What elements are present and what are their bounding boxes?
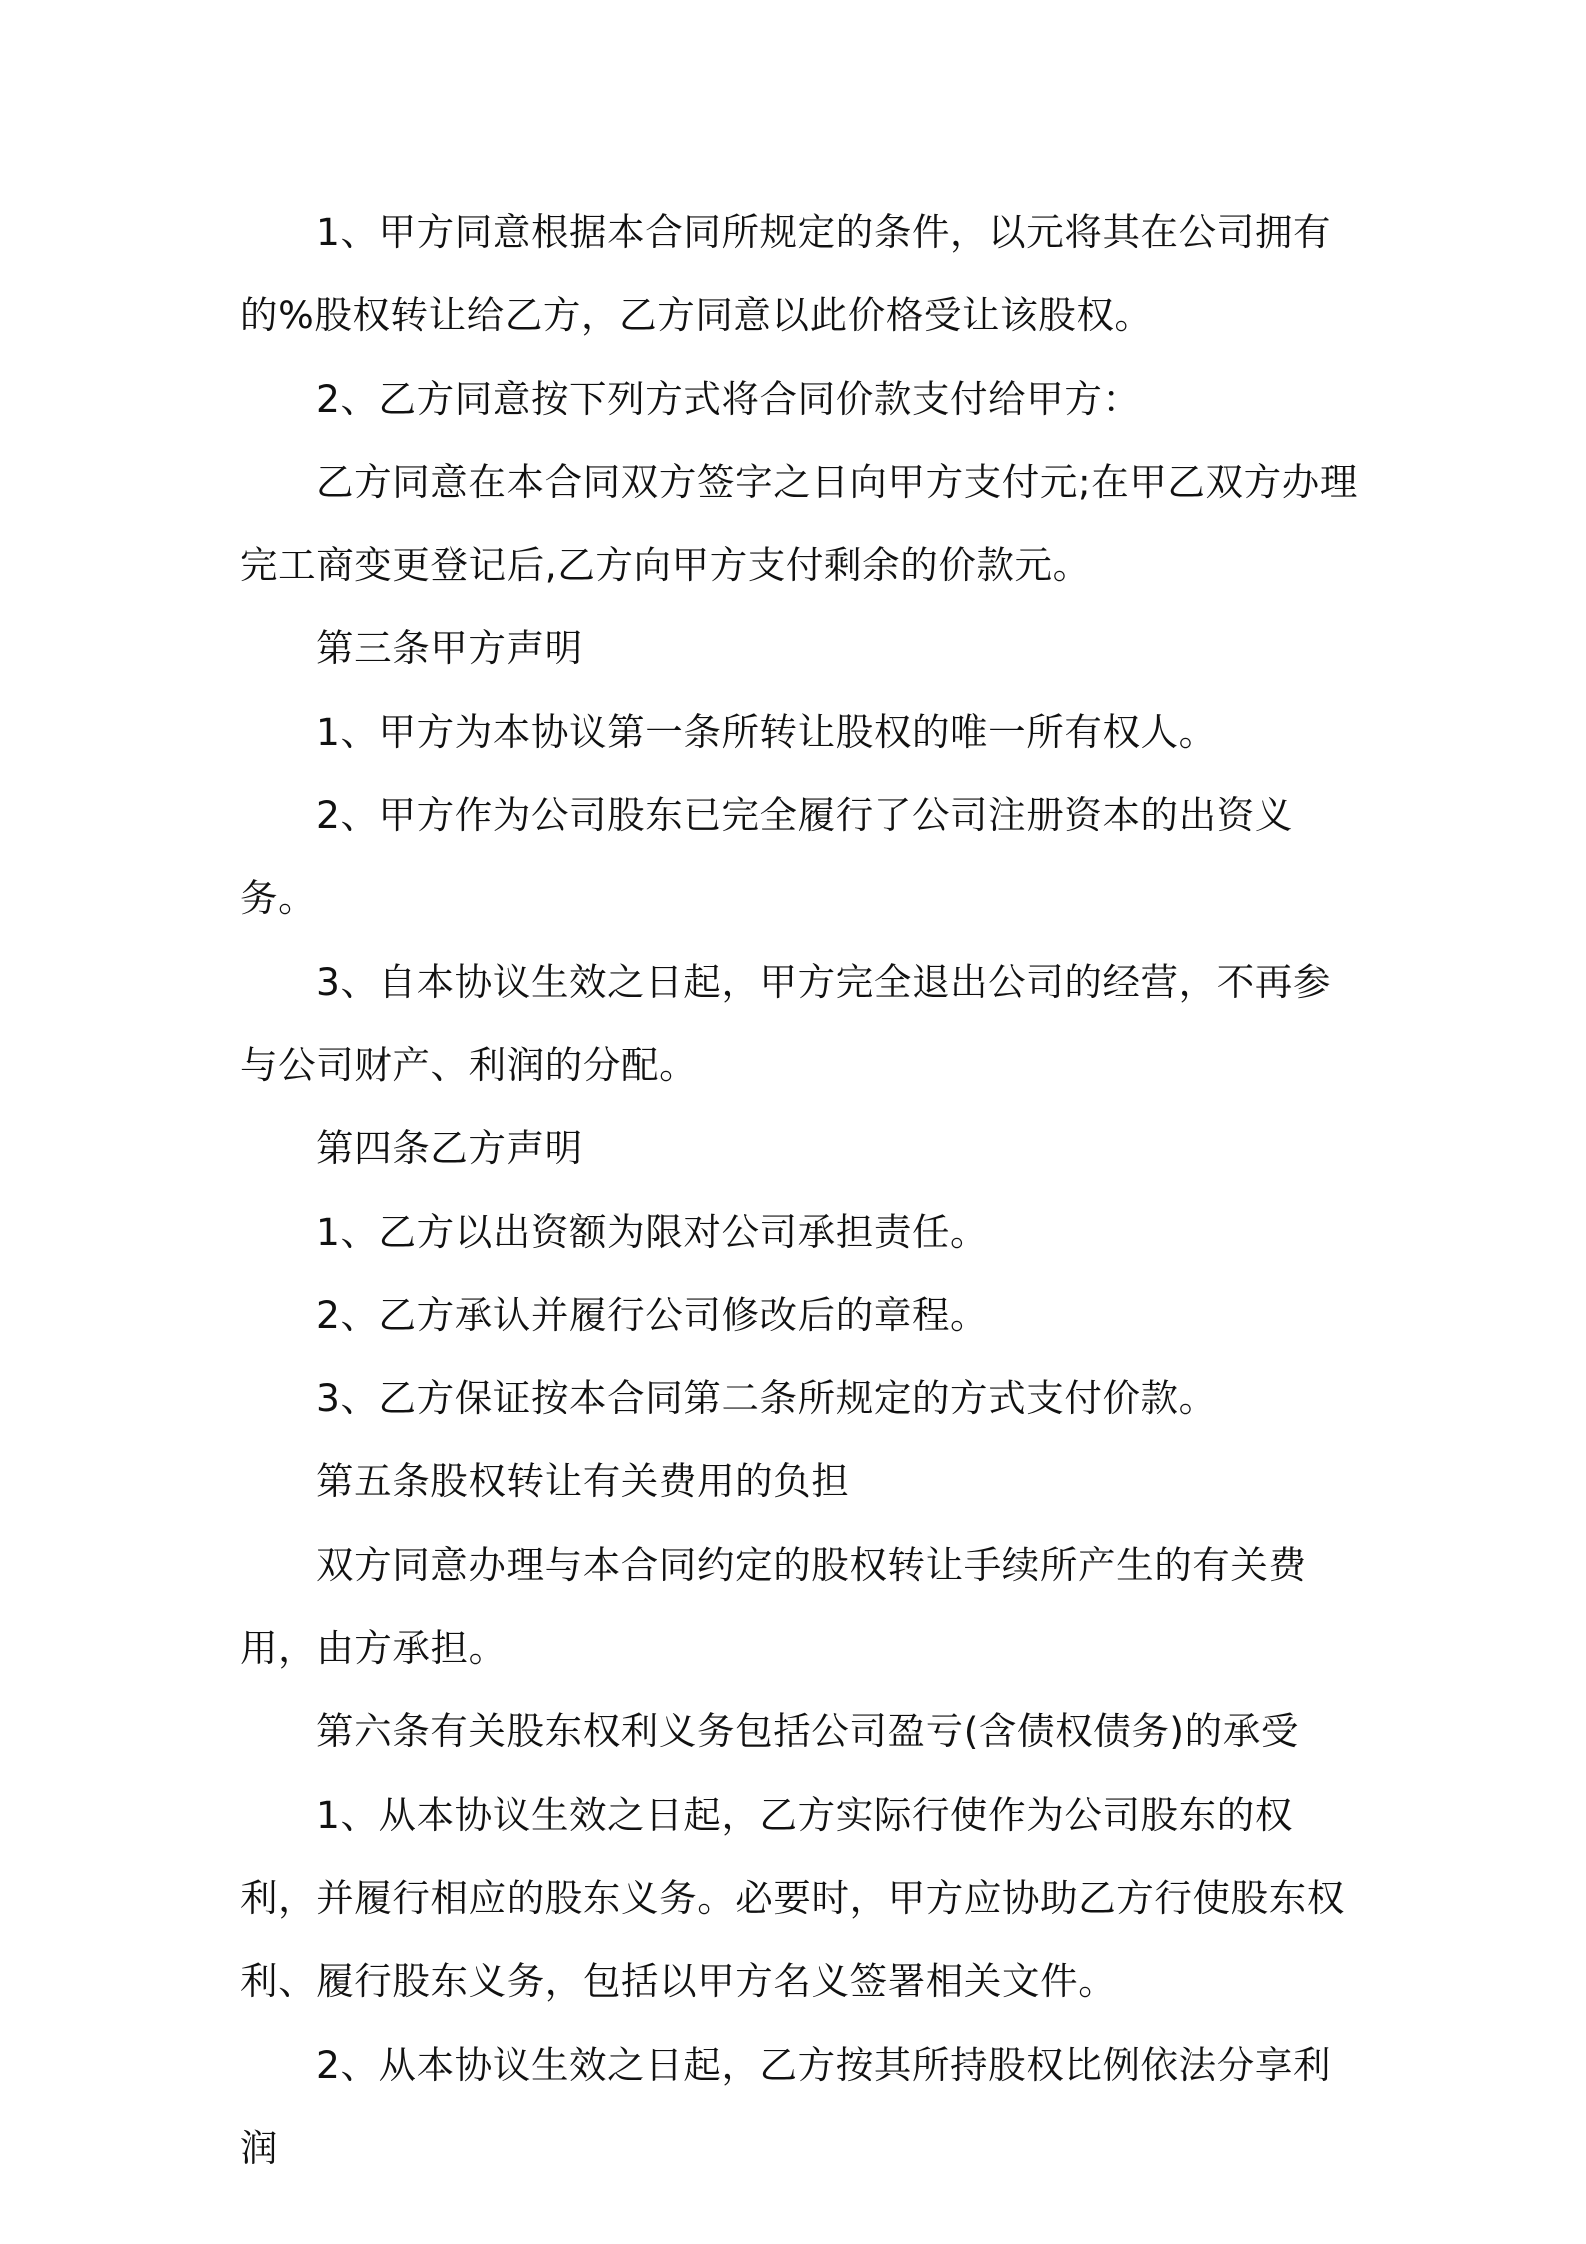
paragraph-party-a-owner: 1、甲方为本协议第一条所转让股权的唯一所有权人。 xyxy=(316,709,1217,754)
heading-article-3: 第三条甲方声明 xyxy=(316,626,583,671)
paragraph-profit-sharing: 2、从本协议生效之日起，乙方按其所持股权比例依法分享利润 xyxy=(240,2042,1332,2170)
paragraph-shareholder-rights: 1、从本协议生效之日起，乙方实际行使作为公司股东的权利，并履行相应的股东义务。必要时，甲方应协助乙方行使股东权利、履行股东义务，包括以甲方名义签署相关文件。 xyxy=(240,1792,1345,2004)
paragraph-payment-method: 2、乙方同意按下列方式将合同价款支付给甲方： xyxy=(316,376,1141,421)
heading-article-5: 第五条股权转让有关费用的负担 xyxy=(316,1459,850,1504)
paragraph-payment-schedule: 乙方同意在本合同双方签字之日向甲方支付元;在甲乙双方办理完工商变更登记后,乙方向甲方支付剩余的价款元。 xyxy=(240,459,1358,588)
heading-article-6: 第六条有关股东权利义务包括公司盈亏(含债权债务)的承受 xyxy=(316,1709,1299,1754)
paragraph-fees: 双方同意办理与本合同约定的股权转让手续所产生的有关费用，由方承担。 xyxy=(240,1542,1307,1671)
paragraph-party-b-charter: 2、乙方承认并履行公司修改后的章程。 xyxy=(316,1292,989,1337)
heading-article-4: 第四条乙方声明 xyxy=(316,1126,583,1171)
paragraph-transfer-price: 1、甲方同意根据本合同所规定的条件，以元将其在公司拥有的%股权转让给乙方，乙方同意以此价格受让该股权。 xyxy=(240,210,1332,338)
paragraph-party-b-payment: 3、乙方保证按本合同第二条所规定的方式支付价款。 xyxy=(316,1376,1217,1421)
paragraph-party-a-exit: 3、自本协议生效之日起，甲方完全退出公司的经营，不再参与公司财产、利润的分配。 xyxy=(240,959,1332,1087)
paragraph-party-b-liability: 1、乙方以出资额为限对公司承担责任。 xyxy=(316,1209,989,1254)
document-body xyxy=(240,191,1360,2190)
paragraph-party-a-capital: 2、甲方作为公司股东已完全履行了公司注册资本的出资义务。 xyxy=(240,793,1293,921)
